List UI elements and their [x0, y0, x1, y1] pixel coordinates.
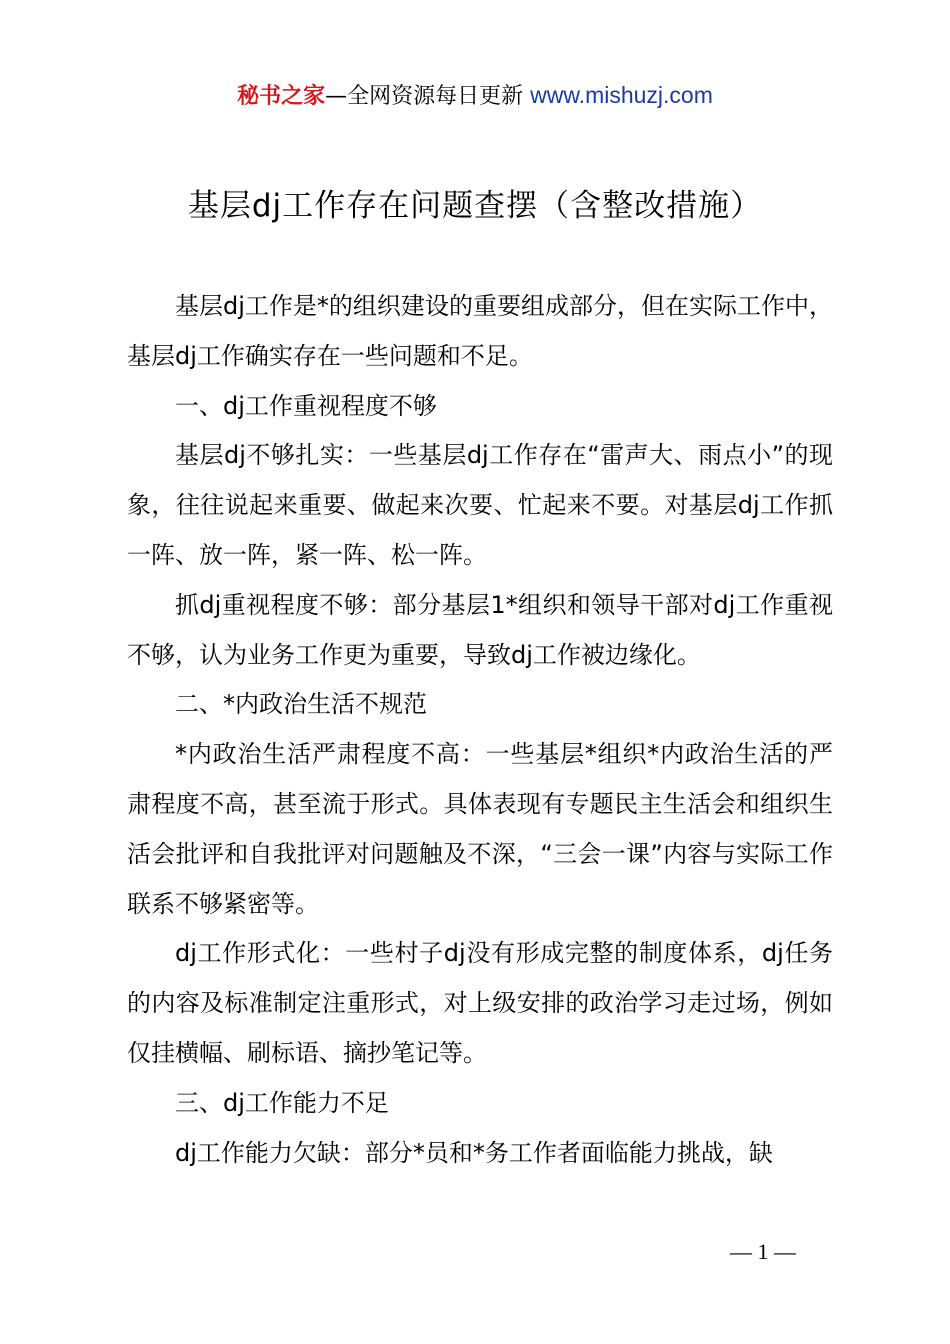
section-heading-2: 二、*内政治生活不规范 — [175, 690, 427, 719]
body-paragraph: dj工作能力欠缺：部分*员和*务工作者面临能力挑战，缺 — [175, 1138, 773, 1167]
site-header — [0, 78, 950, 114]
body-paragraph: dj工作形式化：一些村子dj没有形成完整的制度体系，dj任务的内容及标准制定注重形式，对上级安排的政治学习走过场，例如仅挂横幅、刷标语、摘抄笔记等。 — [127, 939, 833, 1067]
body-paragraph: 抓dj重视程度不够：部分基层1*组织和领导干部对dj工作重视不够，认为业务工作更为重要，导致dj工作被边缘化。 — [127, 590, 833, 669]
site-url: www.mishuzj.com — [530, 82, 713, 108]
page-number: — 1 — — [730, 1239, 796, 1264]
body-paragraph: 基层dj不够扎实：一些基层dj工作存在“雷声大、雨点小”的现象，往往说起来重要、做起来次要、忙起来不要。对基层dj工作抓一阵、放一阵，紧一阵、松一阵。 — [127, 441, 833, 569]
section-heading-3: 三、dj工作能力不足 — [175, 1088, 389, 1117]
body-paragraph: *内政治生活严肃程度不高：一些基层*组织*内政治生活的严肃程度不高，甚至流于形式。具体表现有专题民主生活会和组织生活会批评和自我批评对问题触及不深，“三会一课”内容与实际工作联系不够紧密等。 — [127, 740, 833, 918]
header-tagline: —全网资源每日更新 — [325, 84, 524, 109]
document-title: 基层dj工作存在问题查摆（含整改措施） — [187, 188, 763, 224]
intro-paragraph: 基层dj工作是*的组织建设的重要组成部分，但在实际工作中，基层dj工作确实存在一些问题和不足。 — [127, 292, 833, 370]
section-heading-1: 一、dj工作重视程度不够 — [175, 391, 437, 420]
brand-name: 秘书之家 — [237, 84, 326, 109]
document-body — [127, 282, 833, 1178]
